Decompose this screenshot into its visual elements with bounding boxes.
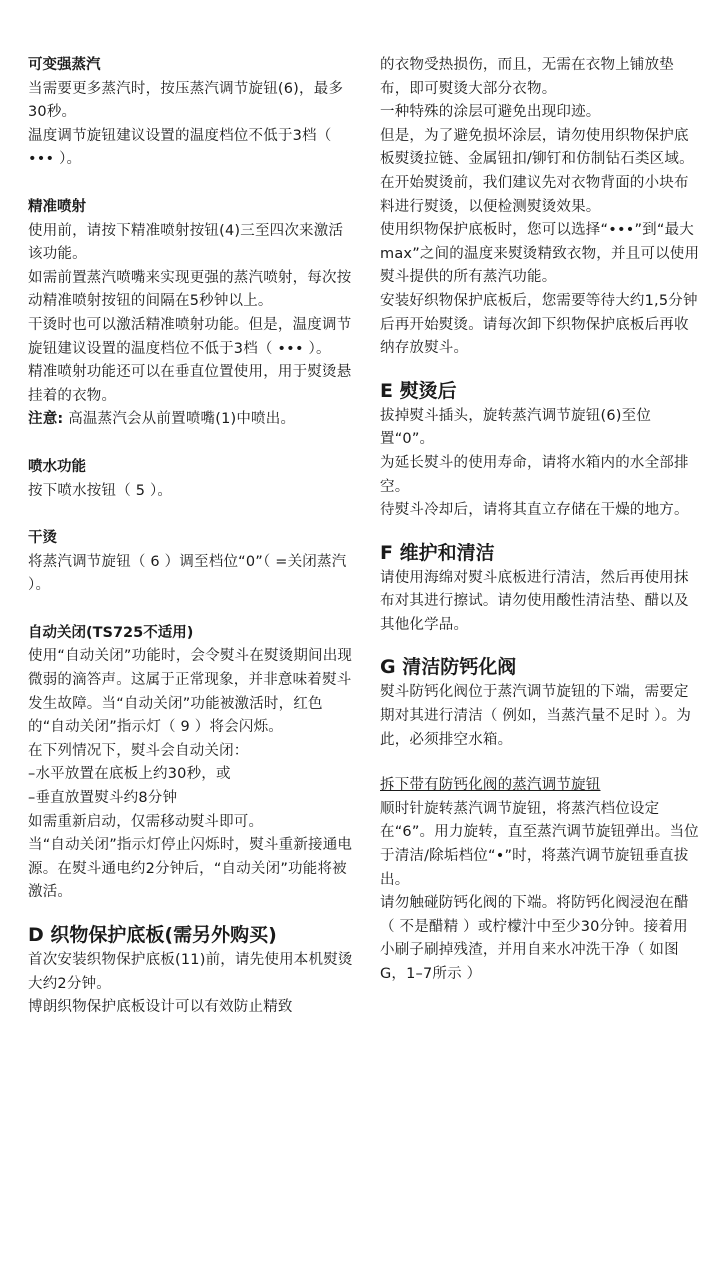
paragraph: 如需重新启动，仅需移动熨斗即可。 — [28, 813, 264, 830]
paragraph: 博朗织物保护底板设计可以有效防止精致 — [28, 999, 293, 1016]
section-spray — [28, 456, 354, 503]
paragraph: 温度调节旋钮建议设置的温度档位不低于3档（ ••• ）。 — [28, 127, 332, 168]
note-text: 高温蒸汽会从前置喷嘴(1)中喷出。 — [63, 411, 296, 428]
heading-spray: 喷水功能 — [28, 458, 86, 475]
paragraph: 干烫时也可以激活精准喷射功能。但是，温度调节旋钮建议设置的温度档位不低于3档（ ••• ）。 — [28, 316, 352, 357]
right-column — [380, 54, 700, 987]
section-d-continued — [380, 54, 700, 361]
paragraph: 在下列情况下，熨斗会自动关闭： — [28, 742, 249, 759]
paragraph: 的衣物受热损伤，而且，无需在衣物上铺放垫布，即可熨烫大部分衣物。 — [380, 57, 674, 97]
paragraph: 将蒸汽调节旋钮（ 6 ）调至档位“0”（ =关闭蒸汽 ）。 — [28, 553, 347, 594]
section-precision-spray — [28, 196, 354, 432]
paragraph: 使用前，请按下精准喷射按钮(4)三至四次来激活该功能。 — [28, 222, 344, 263]
paragraph: 首次安装织物保护底板(11)前，请先使用本机熨烫大约2分钟。 — [28, 952, 353, 992]
paragraph: 精准喷射功能还可以在垂直位置使用，用于熨烫悬挂着的衣物。 — [28, 364, 352, 404]
paragraph: 但是，为了避免损坏涂层，请勿使用织物保护底板熨烫拉链、金属钮扣/铆钉和仿制钻石类区域。 — [380, 127, 694, 168]
heading-dry-ironing: 干烫 — [28, 530, 57, 547]
paragraph: 使用织物保护底板时，您可以选择“•••”到“最大max”之间的温度来熨烫精致衣物，并且可以使用熨斗提供的所有蒸汽功能。 — [380, 222, 700, 286]
paragraph: 熨斗防钙化阀位于蒸汽调节旋钮的下端，需要定期对其进行清洁（ 例如，当蒸汽量不足时 ）。为此，必须排空水箱。 — [380, 684, 692, 748]
paragraph: –水平放置在底板上约30秒，或 — [28, 766, 231, 783]
section-f-maintenance — [380, 539, 700, 638]
heading-section-g: G 清洁防钙化阀 — [380, 656, 517, 679]
note — [28, 408, 354, 432]
section-dry-ironing — [28, 527, 354, 598]
paragraph: 使用“自动关闭”功能时，会令熨斗在熨烫期间出现微弱的滴答声。这属于正常现象，并非意味着熨斗发生故障。当“自动关闭”功能被激活时，红色的“自动关闭”指示灯（ 9 ）将会闪烁。 — [28, 648, 353, 736]
section-variable-steam — [28, 54, 354, 172]
paragraph: 为延长熨斗的使用寿命，请将水箱内的水全部排空。 — [380, 454, 689, 495]
heading-variable-steam: 可变强蒸汽 — [28, 57, 101, 73]
paragraph: 安装好织物保护底板后，您需要等待大约1,5分钟后再开始熨烫。请每次卸下织物保护底板后再收纳存放熨斗。 — [380, 292, 698, 357]
paragraph: 拔掉熨斗插头，旋转蒸汽调节旋钮(6)至位置“0”。 — [380, 407, 652, 448]
paragraph: 按下喷水按钮（ 5 ）。 — [28, 482, 173, 499]
section-e-after-ironing — [380, 377, 700, 523]
paragraph: 当“自动关闭”指示灯停止闪烁时，熨斗重新接通电源。在熨斗通电约2分钟后，“自动关闭”功能将被激活。 — [28, 837, 353, 901]
paragraph: –垂直放置熨斗约8分钟 — [28, 790, 178, 807]
paragraph: 当需要更多蒸汽时，按压蒸汽调节旋钮(6)，最多30秒。 — [28, 80, 344, 121]
paragraph: 顺时针旋转蒸汽调节旋钮，将蒸汽档位设定在“6”。用力旋转，直至蒸汽调节旋钮弹出。当位于清洁/除垢档位“•”时，将蒸汽调节旋钮垂直拔出。 — [380, 800, 699, 888]
note-label: 注意: — [28, 411, 64, 428]
heading-section-d: D 织物保护底板(需另外购买) — [28, 924, 277, 946]
paragraph: 待熨斗冷却后，请将其直立存储在干燥的地方。 — [380, 502, 689, 519]
heading-auto-off: 自动关闭(TS725不适用) — [28, 624, 194, 641]
left-column — [28, 54, 354, 1020]
heading-section-e: E 熨烫后 — [380, 379, 457, 402]
heading-section-f: F 维护和清洁 — [380, 541, 495, 564]
section-d-protection-sole — [28, 921, 354, 1020]
section-auto-off — [28, 622, 354, 905]
paragraph: 请勿触碰防钙化阀的下端。将防钙化阀浸泡在醋（ 不是醋精 ）或柠檬汁中至少30分钟。接着用小刷子刷掉残渣，并用自来水冲洗干净（ 如图G，1–7所示 ） — [380, 895, 689, 982]
paragraph: 一种特殊的涂层可避免出现印迹。 — [380, 104, 601, 121]
paragraph: 在开始熨烫前，我们建议先对衣物背面的小块布料进行熨烫，以便检测熨烫效果。 — [380, 174, 689, 215]
section-g-anti-calc-valve — [380, 653, 700, 986]
paragraph: 请使用海绵对熨斗底板进行清洁，然后再使用抹布对其进行擦试。请勿使用酸性清洁垫、醋以及其他化学品。 — [380, 569, 689, 633]
subheading-remove-knob: 拆下带有防钙化阀的蒸汽调节旋钮 — [380, 777, 601, 794]
paragraph: 如需前置蒸汽喷嘴来实现更强的蒸汽喷射，每次按动精准喷射按钮的间隔在5秒钟以上。 — [28, 269, 352, 310]
heading-precision-spray: 精准喷射 — [28, 198, 86, 215]
